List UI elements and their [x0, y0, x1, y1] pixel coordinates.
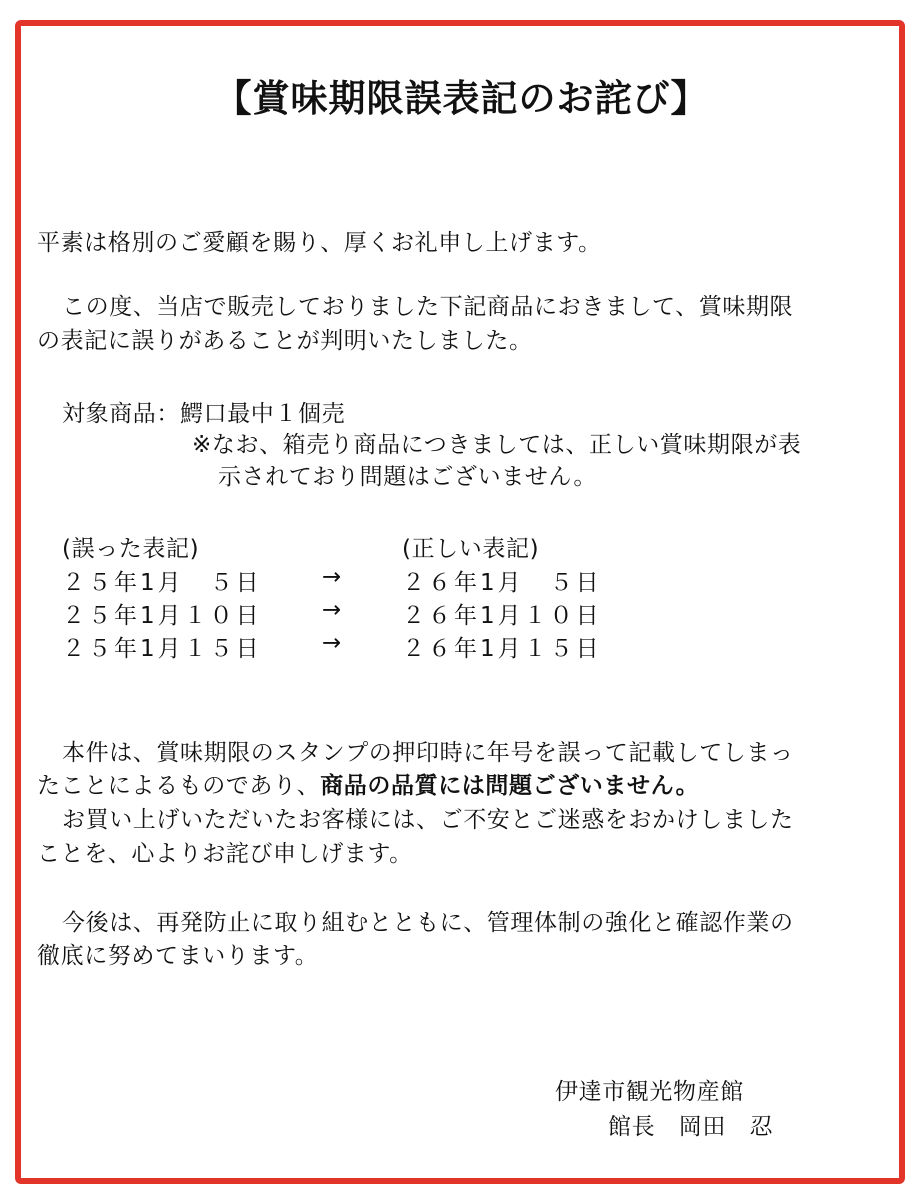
future-line-1: 今後は、再発防止に取り組むとともに、管理体制の強化と確認作業の — [62, 910, 794, 936]
arrow-icon: → — [322, 597, 342, 623]
apology-line-2: ことを、心よりお詫び申しげます。 — [37, 841, 413, 867]
wrong-date-3: ２５年1月１５日 — [62, 636, 262, 662]
target-note-line-1: ※なお、箱売り商品につきましては、正しい賞味期限が表 — [192, 432, 802, 458]
target-product: 鰐口最中１個売 — [180, 401, 346, 427]
apology-line-1: お買い上げいただいたお客様には、ご不安とご迷惑をおかけしました — [62, 807, 794, 833]
target-note-line-2: 示されており問題はございません。 — [218, 464, 597, 490]
target-product-line — [62, 395, 345, 428]
header-wrong: (誤った表記) — [62, 536, 200, 562]
quality-statement: 商品の品質には問題ございません。 — [320, 773, 700, 799]
greeting-text: 平素は格別のご愛顧を賜り、厚くお礼申し上げます。 — [37, 230, 602, 256]
target-label: 対象商品： — [62, 401, 180, 427]
signature-organization: 伊達市観光物産館 — [555, 1079, 744, 1105]
wrong-date-2: ２５年1月１０日 — [62, 603, 262, 629]
cause-plain-text: たことによるものであり、 — [37, 773, 321, 799]
intro-line-1: この度、当店で販売しておりました下記商品におきまして、賞味期限 — [62, 294, 794, 320]
cause-line-2 — [37, 767, 699, 800]
correct-date-1: ２６年1月 ５日 — [402, 570, 602, 596]
correct-date-3: ２６年1月１５日 — [402, 636, 602, 662]
signature-person: 館長 岡田 忍 — [608, 1114, 774, 1140]
correct-date-2: ２６年1月１０日 — [402, 603, 602, 629]
arrow-icon: → — [322, 630, 342, 656]
header-correct: (正しい表記) — [402, 536, 540, 562]
future-line-2: 徹底に努めてまいります。 — [37, 943, 319, 969]
arrow-icon: → — [322, 564, 342, 590]
intro-line-2: の表記に誤りがあることが判明いたしました。 — [37, 328, 533, 354]
notice-title: 【賞味期限誤表記のお詫び】 — [214, 77, 709, 120]
wrong-date-1: ２５年1月 ５日 — [62, 570, 262, 596]
cause-line-1: 本件は、賞味期限のスタンプの押印時に年号を誤って記載してしまっ — [62, 740, 794, 766]
